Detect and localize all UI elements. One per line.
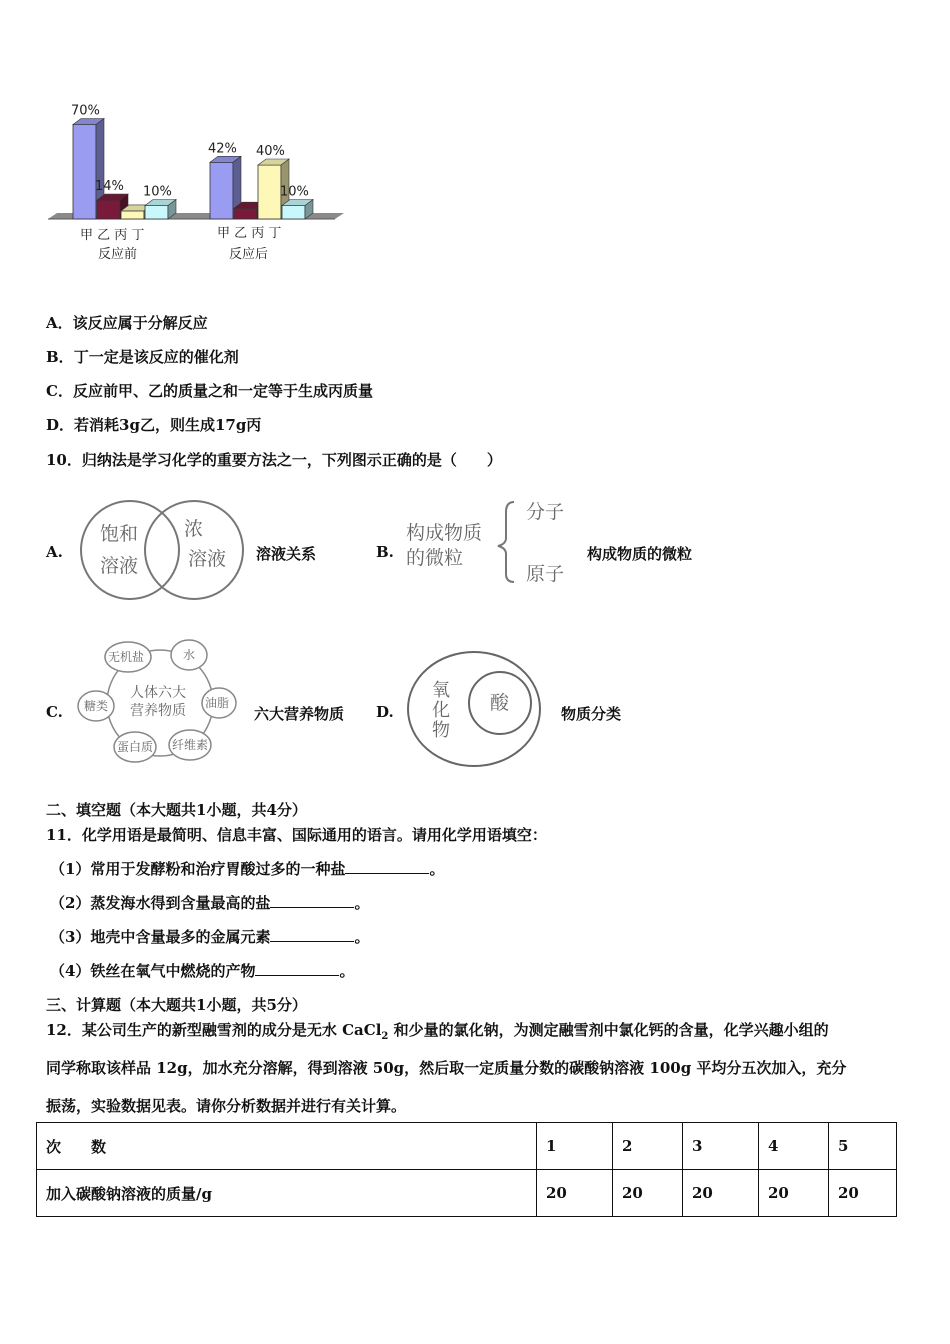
- q11-item-4: （4）铁丝在氧气中燃烧的产物 。: [50, 962, 355, 980]
- svg-text:油脂: 油脂: [205, 696, 230, 710]
- q10-stem: 10．归纳法是学习化学的重要方法之一，下列图示正确的是（ ）: [46, 451, 502, 469]
- venn-left-1: 饱和: [100, 523, 139, 545]
- q9-option-c: C．反应前甲、乙的质量之和一定等于生成丙质量: [46, 382, 373, 400]
- b-top: 分子: [526, 501, 565, 523]
- nutrient-item: [202, 688, 236, 718]
- bar-甲: [210, 162, 233, 219]
- nutrient-item: [169, 730, 211, 760]
- d-outer-1: 氧: [432, 680, 450, 701]
- c-center-2: 营养物质: [130, 703, 186, 719]
- q9-option-d: D．若消耗3g乙，则生成17g丙: [46, 416, 262, 434]
- table-cell: 3: [683, 1123, 759, 1170]
- table-cell: 20: [537, 1170, 613, 1217]
- group1-cats: 甲 乙 丙 丁: [80, 228, 145, 243]
- q10-d-caption: 物质分类: [561, 705, 622, 723]
- data-label: 14%: [95, 179, 124, 195]
- table-cell: 加入碳酸钠溶液的质量/g: [37, 1170, 537, 1217]
- q12-line-1: 12．某公司生产的新型融雪剂的成分是无水 CaCl$_2$ 和少量的氯化钠，为测定融雪剂中氯化钙的含量，化学兴趣小组的: [46, 1021, 829, 1042]
- group2-label: 反应后: [229, 247, 269, 262]
- group1-label: 反应前: [98, 247, 138, 262]
- c-center-1: 人体六大: [130, 685, 186, 701]
- table-cell: 20: [829, 1170, 897, 1217]
- table-cell: 20: [613, 1170, 683, 1217]
- svg-text:蛋白质: 蛋白质: [117, 740, 154, 754]
- bar-chart: [40, 95, 360, 270]
- table-cell: 20: [759, 1170, 829, 1217]
- svg-text:水: 水: [183, 648, 196, 662]
- particles-diagram: [402, 492, 582, 592]
- table-cell: 次 数: [37, 1123, 537, 1170]
- q10-c-letter: C.: [46, 703, 63, 721]
- outer-ellipse: [408, 652, 540, 766]
- d-outer-2: 化: [432, 700, 450, 721]
- data-label: 70%: [71, 103, 100, 119]
- table-row: [37, 1123, 897, 1170]
- data-label: 10%: [280, 184, 309, 200]
- data-table: [36, 1122, 897, 1217]
- q11-item-3: （3）地壳中含量最多的金属元素 。: [50, 928, 370, 946]
- q10-a-caption: 溶液关系: [256, 545, 317, 563]
- bar-丁: [282, 206, 305, 220]
- q10-b-caption: 构成物质的微粒: [587, 545, 693, 563]
- q10-c-caption: 六大营养物质: [254, 705, 345, 723]
- nutrient-item: [114, 732, 156, 762]
- venn-left-2: 溶液: [100, 555, 139, 577]
- brace: [498, 502, 514, 582]
- venn-left-circle: [81, 501, 179, 599]
- q12-line-2: 同学称取该样品 12g，加水充分溶解，得到溶液 50g，然后取一定质量分数的碳酸钠溶液 100g 平均分五次加入，充分: [46, 1059, 847, 1077]
- bar-丙: [121, 211, 144, 219]
- svg-text:纤维素: 纤维素: [172, 738, 209, 752]
- b-bottom: 原子: [526, 563, 565, 585]
- nutrient-item: [105, 642, 151, 672]
- q11-stem: 11．化学用语是最简明、信息丰富、国际通用的语言。请用化学用语填空：: [46, 826, 547, 844]
- d-inner: 酸: [490, 692, 510, 714]
- b-main-2: 的微粒: [406, 547, 464, 569]
- group2-cats: 甲 乙 丙 丁: [217, 226, 282, 241]
- venn-right-2: 溶液: [188, 548, 227, 570]
- table-cell: 4: [759, 1123, 829, 1170]
- data-label: 40%: [256, 144, 285, 159]
- venn-diagram: [72, 495, 252, 605]
- q10-a-letter: A.: [46, 543, 63, 561]
- table-cell: 2: [613, 1123, 683, 1170]
- section2-title: 二、填空题（本大题共1小题，共4分）: [46, 801, 307, 819]
- nutrients-diagram: [72, 633, 247, 768]
- svg-text:糖类: 糖类: [84, 699, 109, 713]
- answer-blank[interactable]: [255, 960, 339, 976]
- bar-丁: [145, 206, 168, 220]
- nutrient-item: [78, 691, 114, 721]
- q12-line-3: 振荡，实验数据见表。请你分析数据并进行有关计算。: [46, 1097, 407, 1115]
- bar-乙: [97, 200, 120, 219]
- section3-title: 三、计算题（本大题共1小题，共5分）: [46, 996, 307, 1014]
- q11-item-1: （1）常用于发酵粉和治疗胃酸过多的一种盐 。: [50, 860, 445, 878]
- table-cell: 20: [683, 1170, 759, 1217]
- data-label: 10%: [143, 184, 172, 200]
- bar-乙: [234, 208, 257, 219]
- b-main-1: 构成物质: [406, 522, 483, 544]
- nutrient-item: [171, 640, 207, 670]
- data-label: 42%: [208, 141, 237, 157]
- venn-right-1: 浓: [184, 518, 204, 540]
- table-row: [37, 1170, 897, 1217]
- bar-甲: [73, 125, 96, 220]
- q9-option-b: B．丁一定是该反应的催化剂: [46, 348, 239, 366]
- classification-diagram: [404, 648, 549, 770]
- q10-d-letter: D.: [376, 703, 394, 721]
- bar-丙: [258, 165, 281, 219]
- answer-blank[interactable]: [345, 858, 429, 874]
- q10-b-letter: B.: [376, 543, 394, 561]
- svg-text:无机盐: 无机盐: [108, 650, 145, 664]
- answer-blank[interactable]: [270, 926, 354, 942]
- table-cell: 1: [537, 1123, 613, 1170]
- table-cell: 5: [829, 1123, 897, 1170]
- d-outer-3: 物: [432, 720, 450, 741]
- q9-option-a: A．该反应属于分解反应: [46, 314, 208, 332]
- q11-item-2: （2）蒸发海水得到含量最高的盐 。: [50, 894, 370, 912]
- answer-blank[interactable]: [270, 892, 354, 908]
